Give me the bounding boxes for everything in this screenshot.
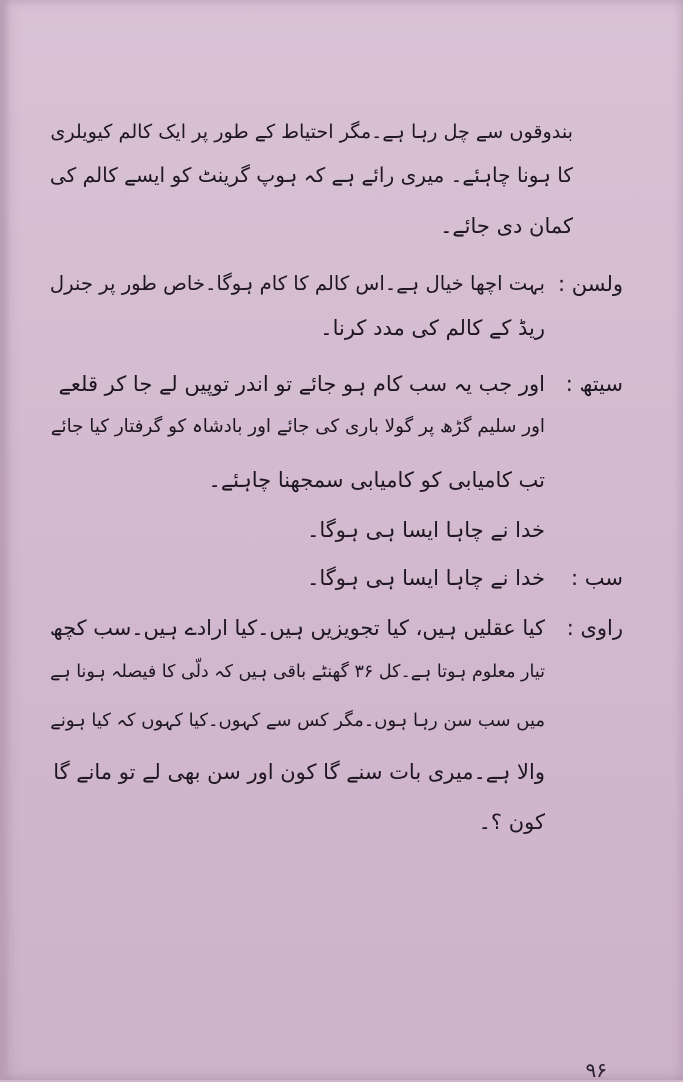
text-line-4: بہت اچھا خیال ہے۔اس کالم کا کام ہوگا۔خاص طور پر جنرل — [49, 272, 545, 295]
text-line-3: کمان دی جائے۔ — [440, 214, 573, 238]
text-line-1: بندوقوں سے چل رہا ہے۔مگر احتیاط کے طور پر ایک کالم کیویلری — [50, 120, 573, 143]
text-line-2: کا ہونا چاہئے۔ میری رائے ہے کہ ہوپ گرینٹ کو ایسے کالم کی — [49, 163, 573, 187]
speaker-sab: سب : — [571, 566, 623, 590]
text-line-6: اور جب یہ سب کام ہو جائے تو اندر توپیں لے جا کر قلعے — [58, 372, 545, 396]
speaker-wilson: ولسن : — [557, 272, 623, 296]
page-number: ۹۶ — [585, 1058, 607, 1082]
text-line-15: کون ؟۔ — [478, 810, 545, 834]
text-line-11: کیا عقلیں ہیں، کیا تجویزیں ہیں۔کیا ارادے ہیں۔سب کچھ — [49, 616, 545, 640]
text-line-10: خدا نے چاہا ایسا ہی ہوگا۔ — [307, 566, 545, 590]
text-line-7: اور سلیم گڑھ پر گولا باری کی جائے اور بادشاہ کو گرفتار کیا جائے — [50, 416, 545, 437]
text-line-12: تیار معلوم ہوتا ہے۔کل ۳۶ گھنٹے باقی ہیں کہ دلّی کا فیصلہ ہونا ہے — [50, 662, 545, 682]
text-line-14: والا ہے۔میری بات سنے گا کون اور سن بھی لے تو مانے گا — [53, 760, 545, 784]
text-line-13: میں سب سن رہا ہوں۔مگر کس سے کہوں۔کیا کہوں کہ کیا ہونے — [50, 710, 545, 731]
text-line-5: ریڈ کے کالم کی مدد کرنا۔ — [320, 316, 545, 340]
speaker-seth: سیتھ : — [565, 372, 623, 396]
text-line-8: تب کامیابی کو کامیابی سمجھنا چاہئے۔ — [208, 468, 545, 492]
text-line-9: خدا نے چاہا ایسا ہی ہوگا۔ — [307, 518, 545, 542]
page-edge-shadow — [0, 0, 10, 1080]
speaker-rawi: راوی : — [566, 616, 623, 640]
